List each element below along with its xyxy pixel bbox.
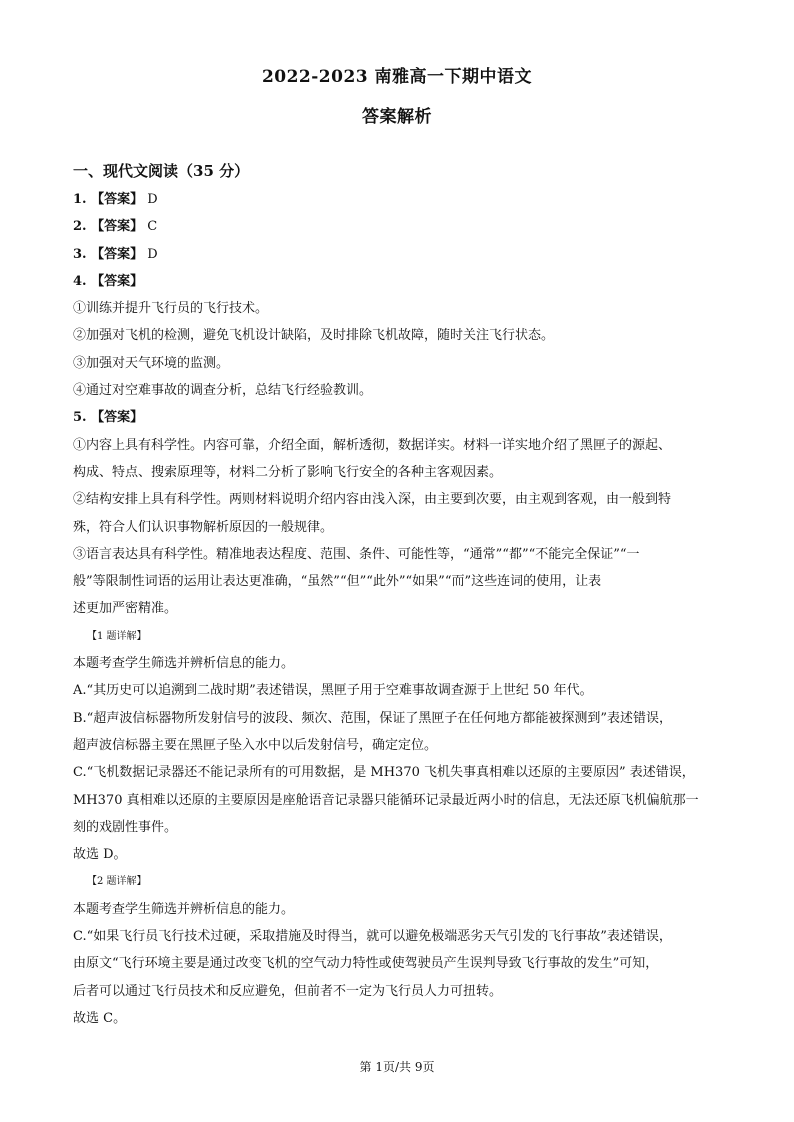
- detail-1-line: 超声波信标器主要在黑匣子坠入水中以后发射信号，确定定位。: [73, 737, 438, 753]
- answer-5-line: ②结构安排上具有科学性。两则材料说明介绍内容由浅入深，由主要到次要，由主观到客观，由一般到特: [73, 492, 672, 508]
- answer-2: [73, 213, 723, 240]
- detail-2-heading: 【2 题详解】: [87, 876, 147, 888]
- answer-value: C: [147, 219, 158, 235]
- detail-1-line: C.“飞机数据记录器还不能记录所有的可用数据，是 MH370 飞机失事真相难以还原的主要原因” 表述错误，: [73, 765, 695, 781]
- detail-2-line: C.“如果飞行员飞行技术过硬，采取措施及时得当，就可以避免极端恶劣天气引发的飞行事故”表述错误，: [73, 929, 672, 945]
- page-number: 第 1页/共 9页: [359, 1060, 435, 1074]
- answer-5-line: ③语言表达具有科学性。精准地表达程度、范围、条件、可能性等，“通常”“都”“不能完全保证”“一: [73, 546, 640, 562]
- detail-1-line: 本题考查学生筛选并辨析信息的能力。: [73, 656, 295, 672]
- detail-1-line: A.“其历史可以追溯到二战时期”表述错误，黑匣子用于空难事故调查源于上世纪 50 年代。: [73, 683, 593, 699]
- answer-5-line: 构成、特点、搜索原理等，材料二分析了影响飞行安全的各种主客观因素。: [73, 464, 503, 480]
- detail-1-heading: 【1 题详解】: [87, 630, 147, 642]
- answer-4-item: ②加强对飞机的检测，避免飞机设计缺陷，及时排除飞机故障，随时关注飞行状态。: [73, 328, 555, 344]
- answer-4-item: ①训练并提升飞行员的飞行技术。: [73, 301, 269, 317]
- page-subtitle: 答案解析: [362, 107, 432, 127]
- detail-2-line: 故选 C。: [73, 1010, 127, 1026]
- section-title: 一、现代文阅读（35 分）: [73, 162, 250, 180]
- answer-5-label: 5. 【答案】: [73, 410, 144, 426]
- detail-1-line: B.“超声波信标器物所发射信号的波段、频次、范围，保证了黑匣子在任何地方都能被探测到”表述错误，: [73, 710, 672, 726]
- answer-body: [73, 186, 723, 1032]
- detail-1-line: 刻的戏剧性事件。: [73, 819, 178, 835]
- answer-value: D: [147, 246, 158, 262]
- detail-2-line: 由原文“飞行环境主要是通过改变飞机的空气动力特性或使驾驶员产生误判导致飞行事故的发生”可知，: [73, 956, 659, 972]
- answer-label: 1. 【答案】: [73, 192, 144, 207]
- answer-5-line: ①内容上具有科学性。内容可靠，介绍全面，解析透彻，数据详实。材料一详实地介绍了黑匣子的源起、: [73, 437, 672, 453]
- answer-1: [73, 186, 723, 213]
- answer-4-item: ③加强对天气环境的监测。: [73, 355, 230, 371]
- answer-value: D: [147, 192, 158, 207]
- page-title: 2022-2023 南雅高一下期中语文: [261, 67, 533, 87]
- answer-4-label: 4. 【答案】: [73, 273, 144, 289]
- answer-3: [73, 241, 723, 268]
- answer-label: 2. 【答案】: [73, 219, 144, 235]
- detail-1-line: 故选 D。: [73, 847, 127, 863]
- answer-5-line: 殊，符合人们认识事物解析原因的一般规律。: [73, 519, 334, 535]
- answer-5-line: 般”等限制性词语的运用让表达更准确，“虽然”“但”“此外”“如果”“而”这些连词的使用，让表: [73, 574, 602, 590]
- detail-2-line: 本题考查学生筛选并辨析信息的能力。: [73, 901, 295, 917]
- answer-4-item: ④通过对空难事故的调查分析，总结飞行经验教训。: [73, 383, 373, 399]
- answer-label: 3. 【答案】: [73, 246, 144, 262]
- answer-5-line: 述更加严密精准。: [73, 601, 178, 617]
- detail-1-line: MH370 真相难以还原的主要原因是座舱语音记录器只能循环记录最近两小时的信息，无法还原飞机偏航那一: [73, 792, 699, 808]
- detail-2-line: 后者可以通过飞行员技术和反应避免，但前者不一定为飞行员人力可扭转。: [73, 983, 503, 999]
